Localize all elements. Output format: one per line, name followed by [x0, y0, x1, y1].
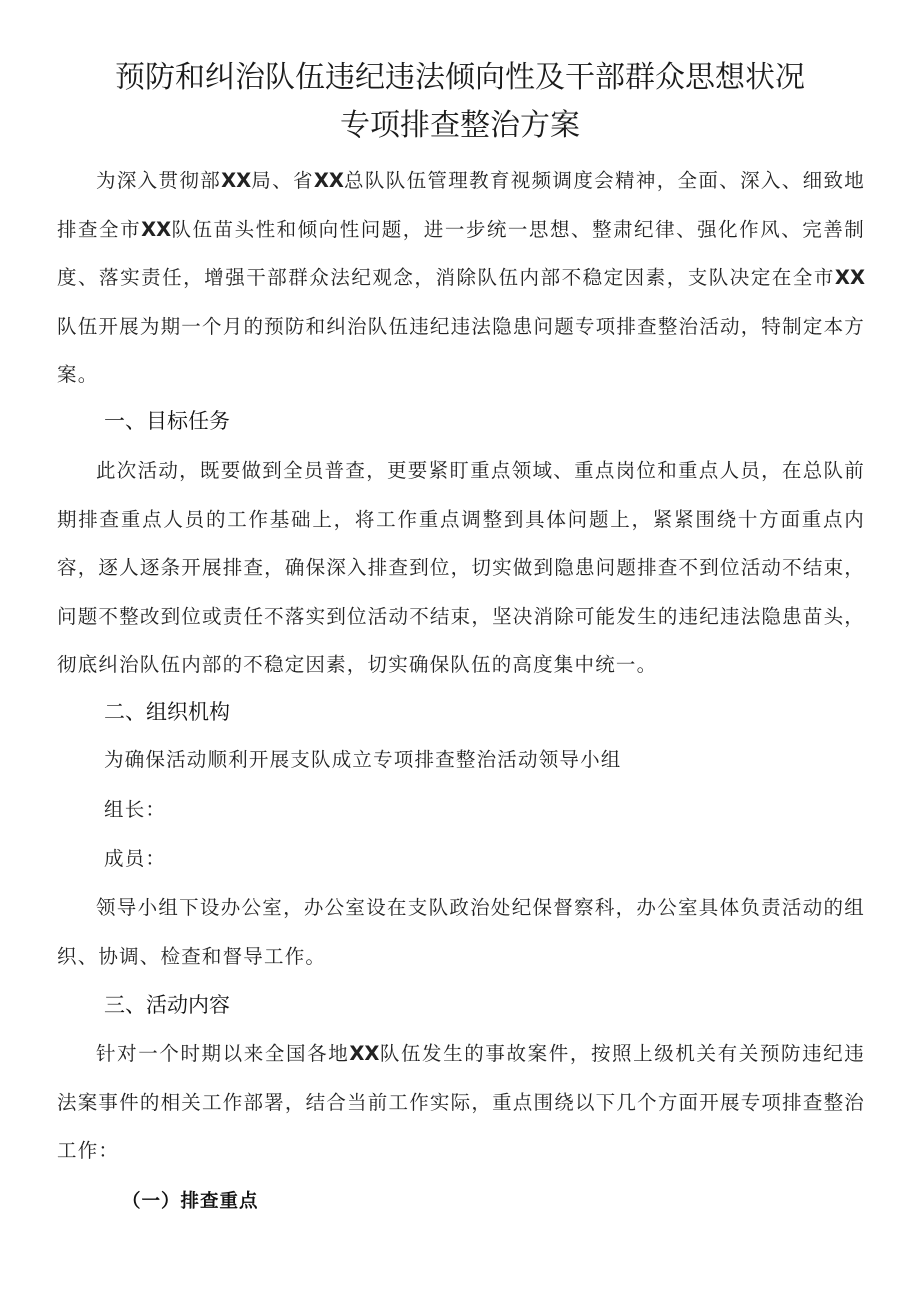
intro-paragraph — [57, 157, 865, 400]
section-3-text: 队伍发生的事故案件，按照上级机关有关预防违纪违法案事件的相关工作部署，结合当前工作实际，重点围绕以下几个方面开展专项排查整治工作： — [57, 1042, 865, 1162]
section-1-heading: 一、目标任务 — [104, 409, 230, 433]
section-2-heading: 二、组织机构 — [104, 700, 230, 724]
placeholder-xx: XX — [834, 266, 865, 289]
section-3-text: 针对一个时期以来全国各地 — [96, 1042, 350, 1065]
leader-label: 组长： — [104, 798, 167, 821]
placeholder-xx: XX — [221, 169, 252, 192]
placeholder-xx: XX — [313, 169, 344, 192]
document-title-line-1: 预防和纠治队伍违纪违法倾向性及干部群众思想状况 — [115, 60, 805, 95]
section-1-body: 此次活动，既要做到全员普查，更要紧盯重点领域、重点岗位和重点人员，在总队前期排查重点人员的工作基础上，将工作重点调整到具体问题上，紧紧围绕十方面重点内容，逐人逐条开展排查，确保深入排查到位，切实做到隐患问题排查不到位活动不结束，问题不整改到位或责任不落实到位活动不结束，坚决消除可能发生的违纪违法隐患苗头，彻底纠治队伍内部的不稳定因素，切实确保队伍的高度集中统一。 — [57, 459, 865, 676]
intro-text: 局、省 — [251, 169, 314, 192]
document-title-line-2: 专项排查整治方案 — [340, 108, 580, 143]
intro-text: 队伍开展为期一个月的预防和纠治队伍违纪违法隐患问题专项排查整治活动，特制定本方案。 — [57, 314, 865, 386]
office-paragraph: 领导小组下设办公室，办公室设在支队政治处纪保督察科，办公室具体负责活动的组织、协调、检查和督导工作。 — [57, 896, 865, 968]
section-3-body — [57, 1030, 865, 1176]
section-3-heading: 三、活动内容 — [104, 993, 230, 1017]
intro-text: 为深入贯彻部 — [96, 169, 222, 192]
intro-text: 总队队伍管理教育视频调度会精神，全面、深入、细致地排查全市 — [57, 169, 865, 241]
intro-text: 队伍苗头性和倾向性问题，进一步统一思想、整肃纪律、强化作风、完善制度、落实责任，增强干部群众法纪观念，消除队伍内部不稳定因素，支队决定在全市 — [57, 217, 865, 289]
section-2-intro-line: 为确保活动顺利开展支队成立专项排查整治活动领导小组 — [104, 748, 622, 771]
members-label: 成员： — [104, 847, 167, 870]
subsection-1-heading: （一）排查重点 — [122, 1191, 259, 1212]
placeholder-xx: XX — [349, 1042, 380, 1065]
placeholder-xx: XX — [141, 217, 172, 241]
